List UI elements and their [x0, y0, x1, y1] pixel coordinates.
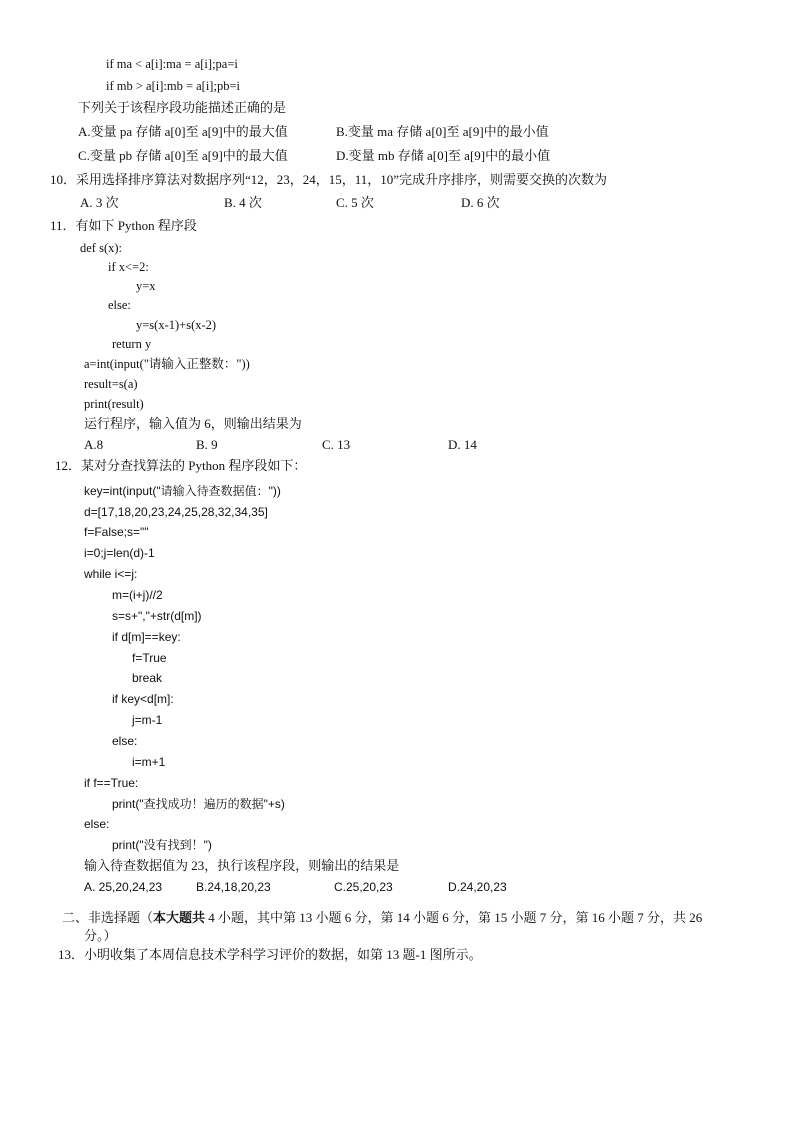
q12-option-b: B.24,18,20,23 — [196, 880, 271, 894]
q12-code-line: d=[17,18,20,23,24,25,28,32,34,35] — [84, 505, 268, 519]
q9-code-line-1: if ma < a[i]:ma = a[i];pa=i — [106, 57, 238, 71]
q12-code-line: f=True — [132, 651, 167, 665]
q12-option-d: D.24,20,23 — [448, 880, 507, 894]
q11-option-c: C. 13 — [322, 437, 351, 452]
q12-stem: 12．某对分查找算法的 Python 程序段如下： — [55, 458, 307, 473]
q10-option-d: D. 6 次 — [461, 195, 500, 210]
q11-code-line: y=s(x-1)+s(x-2) — [136, 318, 217, 332]
q11-code-line: a=int(input("请输入正整数：")) — [84, 357, 250, 371]
q9-option-a: A.变量 pa 存储 a[0]至 a[9]中的最大值 — [78, 124, 288, 139]
q9-option-c: C.变量 pb 存储 a[0]至 a[9]中的最大值 — [78, 148, 288, 163]
q12-code-line: f=False;s="" — [84, 525, 149, 539]
section-2-heading — [62, 910, 702, 926]
section-2-rest: 4 小题，其中第 13 小题 6 分，第 14 小题 6 分，第 15 小题 7 分，第 16 小题 7 分，共 26 — [205, 910, 703, 925]
q11-code-line: print(result) — [84, 397, 144, 411]
q10-option-a: A. 3 次 — [80, 195, 119, 210]
q9-option-b: B.变量 ma 存储 a[0]至 a[9]中的最小值 — [336, 124, 549, 139]
q12-code-line: m=(i+j)//2 — [112, 588, 163, 602]
q11-code-line: result=s(a) — [84, 377, 138, 391]
section-2-bold: 本大题共 — [153, 910, 206, 925]
q11-code-line: def s(x): — [80, 241, 122, 255]
q12-code-line: s=s+","+str(d[m]) — [112, 609, 202, 623]
q12-code-line: else: — [84, 817, 110, 831]
q12-prompt: 输入待查数据值为 23，执行该程序段，则输出的结果是 — [84, 858, 400, 873]
q12-code-line: if f==True: — [84, 776, 139, 790]
section-2-prefix: 二、非选择题（ — [62, 910, 154, 925]
q12-code-line: print("没有找到！") — [112, 838, 212, 852]
q11-stem: 11．有如下 Python 程序段 — [50, 218, 197, 233]
q13-stem: 13．小明收集了本周信息技术学科学习评价的数据，如第 13 题-1 图所示。 — [58, 947, 482, 962]
q12-code-line: i=m+1 — [132, 755, 166, 769]
q10-option-b: B. 4 次 — [224, 195, 262, 210]
q12-code-line: while i<=j: — [84, 567, 138, 581]
q12-code-line: else: — [112, 734, 138, 748]
q10-option-c: C. 5 次 — [336, 195, 374, 210]
q12-code-line: if d[m]==key: — [112, 630, 181, 644]
q12-code-line: print("查找成功！遍历的数据"+s) — [112, 797, 285, 811]
q9-prompt: 下列关于该程序段功能描述正确的是 — [78, 100, 287, 115]
section-2-heading-cont: 分。） — [84, 928, 117, 943]
q12-code-line: i=0;j=len(d)-1 — [84, 546, 155, 560]
q11-prompt: 运行程序，输入值为 6，则输出结果为 — [84, 416, 302, 431]
q11-code-line: return y — [112, 337, 152, 351]
q12-code-line: break — [132, 671, 163, 685]
q12-option-a: A. 25,20,24,23 — [84, 880, 163, 894]
q11-code-line: y=x — [136, 279, 156, 293]
q9-code-line-2: if mb > a[i]:mb = a[i];pb=i — [106, 79, 240, 93]
q11-code-line: else: — [108, 298, 131, 312]
q12-code-line: key=int(input("请输入待查数据值：")) — [84, 484, 281, 498]
q11-option-a: A.8 — [84, 437, 104, 452]
q12-code-line: j=m-1 — [132, 713, 163, 727]
q12-option-c: C.25,20,23 — [334, 880, 393, 894]
q11-option-b: B. 9 — [196, 437, 218, 452]
q11-option-d: D. 14 — [448, 437, 477, 452]
q11-code-line: if x<=2: — [108, 260, 149, 274]
q12-code-line: if key<d[m]: — [112, 692, 174, 706]
q9-option-d: D.变量 mb 存储 a[0]至 a[9]中的最小值 — [336, 148, 551, 163]
q10-stem: 10．采用选择排序算法对数据序列“12，23，24，15，11，10”完成升序排序，则需要交换的次数为 — [50, 172, 608, 187]
